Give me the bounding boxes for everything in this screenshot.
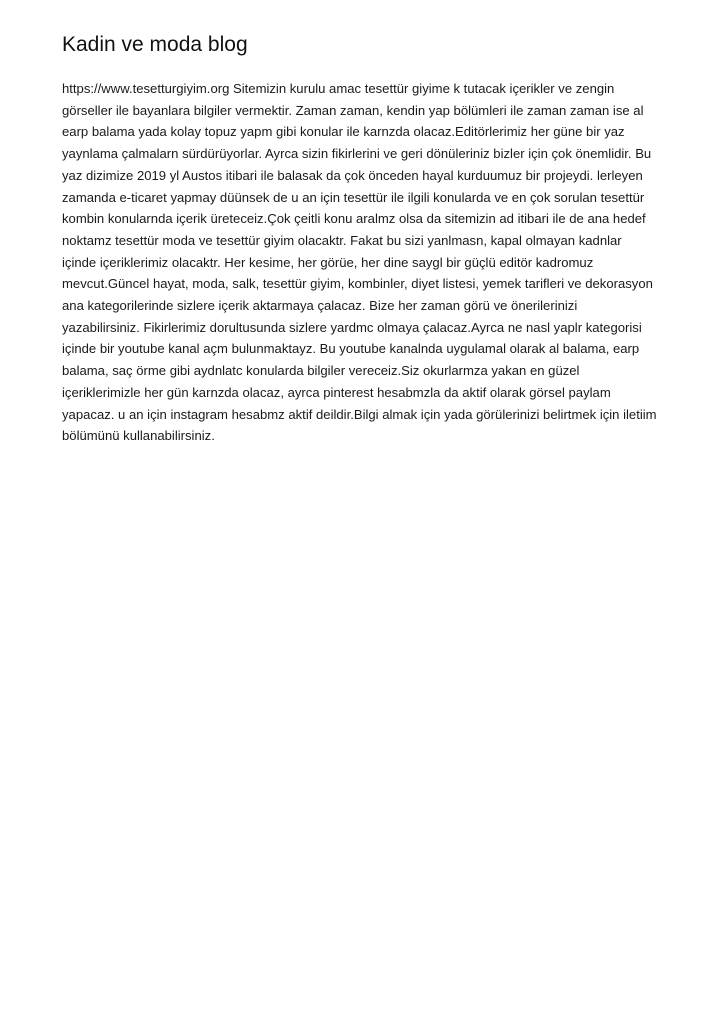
document-title: Kadin ve moda blog <box>62 33 248 56</box>
document-body-paragraph: https://www.tesetturgiyim.org Sitemizin kurulu amac tesettür giyime k tutacak içerikler ve zengin görseller ile bayanlara bilgiler vermektir. Zaman zaman, kendin yap bölümleri ile zaman zaman ise al earp balama yada kolay topuz yapm gibi konular ile karnzda olacaz.Editörlerimiz her güne bir yaz yaynlama çalmalarn sürdürüyorlar. Ayrca sizin fikirlerini ve geri dönüleriniz bizler için çok önemlidir. Bu yaz dizimize 2019 yl Austos itibari ile balasak da çok önceden hayal kurduumuz bir projeydi. lerleyen zamanda e-ticaret yapmay düünsek de u an için tesettür ile ilgili konularda ve en çok sorulan tesettür kombin konularnda içerik üreteceiz.Çok çeitli konu aralmz olsa da sitemizin ad itibari ile de ana hedef noktamz tesettür moda ve tesettür giyim olacaktr. Fakat bu sizi yanlmasn, kapal olmayan kadnlar içinde içeriklerimiz olacaktr. Her kesime, her görüe, her dine saygl bir güçlü editör kadromuz mevcut.Güncel hayat, moda, salk, tesettür giyim, kombinler, diyet listesi, yemek tarifleri ve dekorasyon ana kategorilerinde sizlere içerik aktarmaya çalacaz. Bize her zaman görü ve önerilerinizi yazabilirsiniz. Fikirlerimiz dorultusunda sizlere yardmc olmaya çalacaz.Ayrca ne nasl yaplr kategorisi içinde bir youtube kanal açm bulunmaktayz. Bu youtube kanalnda uygulamal olarak al balama, earp balama, saç örme gibi aydnlatc konularda bilgiler vereceiz.Siz okurlarmza yakan en güzel içeriklerimizle her gün karnzda olacaz, ayrca pinterest hesabmzla da aktif olarak görsel paylam yapacaz. u an için instagram hesabmz aktif deildir.Bilgi almak için yada görülerinizi belirtmek için iletiim bölümünü kullanabilirsiniz. <box>62 81 657 444</box>
